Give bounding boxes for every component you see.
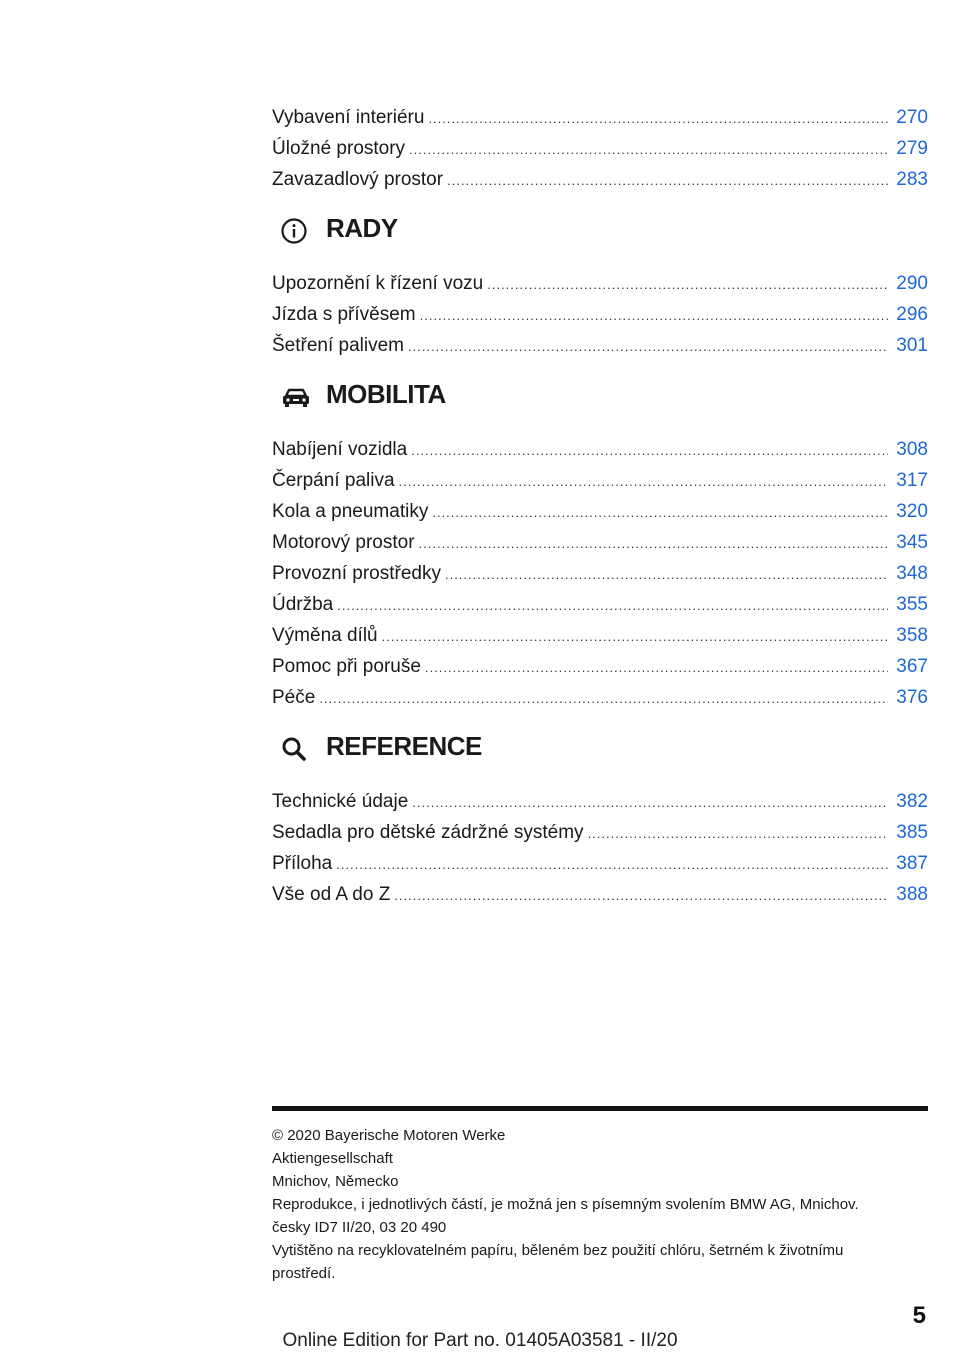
toc-entry-title: Vše od A do Z [272, 884, 391, 905]
toc-entry-pece[interactable] [272, 682, 928, 713]
toc-entry-page-link[interactable]: 382 [896, 791, 928, 812]
footer-edition: Online Edition for Part no. 01405A03581 - II/20 [282, 1330, 678, 1351]
toc-entry-page-link[interactable]: 283 [896, 169, 928, 190]
toc-entry-page-link[interactable]: 317 [896, 470, 928, 491]
table-of-contents [272, 102, 928, 910]
toc-entry-title: Vybavení interiéru [272, 107, 425, 128]
toc-entry-udrzba[interactable] [272, 589, 928, 620]
toc-entry-page-link[interactable]: 358 [896, 625, 928, 646]
toc-entry-pomoc-pri-poruse[interactable] [272, 651, 928, 682]
dot-leader [588, 818, 889, 849]
toc-entry-title: Úložné prostory [272, 138, 406, 159]
dot-leader [411, 435, 888, 466]
dot-leader [487, 269, 888, 300]
toc-entry-page-link[interactable]: 345 [896, 532, 928, 553]
toc-entry-page-link[interactable]: 290 [896, 273, 928, 294]
toc-entry-nabijeni-vozidla[interactable] [272, 434, 928, 465]
dot-leader [394, 880, 888, 911]
toc-entry-page-link[interactable]: 376 [896, 687, 928, 708]
toc-entry-zavazadlovy-prostor[interactable] [272, 164, 928, 195]
toc-entry-technicke-udaje[interactable] [272, 786, 928, 817]
toc-entry-page-link[interactable]: 367 [896, 656, 928, 677]
toc-entry-title: Kola a pneumatiky [272, 501, 429, 522]
toc-entry-page-link[interactable]: 320 [896, 501, 928, 522]
toc-entry-page-link[interactable]: 387 [896, 853, 928, 874]
toc-entry-page-link[interactable]: 301 [896, 335, 928, 356]
imprint-line: © 2020 Bayerische Motoren Werke [272, 1127, 506, 1144]
toc-entry-motorovy-prostor[interactable] [272, 527, 928, 558]
toc-entry-title: Šetření palivem [272, 335, 405, 356]
toc-entry-setreni-palivem[interactable] [272, 330, 928, 361]
toc-entry-sedadla-pro-detske-zadrzne-systemy[interactable] [272, 817, 928, 848]
toc-entry-title: Technické údaje [272, 791, 409, 812]
dot-leader [445, 559, 888, 590]
info-icon [280, 217, 308, 245]
toc-entry-priloha[interactable] [272, 848, 928, 879]
section-title: RADY [326, 213, 398, 243]
dot-leader [399, 466, 889, 497]
dot-leader [447, 165, 888, 196]
section-heading-reference [272, 725, 928, 786]
magnifier-icon [280, 735, 308, 763]
toc-entry-title: Příloha [272, 853, 333, 874]
toc-entry-page-link[interactable]: 388 [896, 884, 928, 905]
dot-leader [428, 103, 888, 134]
dot-leader [409, 134, 888, 165]
toc-entry-title: Zavazadlový prostor [272, 169, 444, 190]
toc-entry-kola-a-pneumatiky[interactable] [272, 496, 928, 527]
toc-entry-page-link[interactable]: 279 [896, 138, 928, 159]
toc-entry-title: Sedadla pro dětské zádržné systémy [272, 822, 584, 843]
toc-entry-page-link[interactable]: 308 [896, 439, 928, 460]
dot-leader [412, 787, 888, 818]
toc-entry-title: Výměna dílů [272, 625, 378, 646]
section-heading-mobilita [272, 373, 928, 434]
dot-leader [336, 849, 888, 880]
dot-leader [420, 300, 889, 331]
toc-entry-title: Provozní prostředky [272, 563, 441, 584]
toc-entry-vymena-dilu[interactable] [272, 620, 928, 651]
imprint-line: česky ID7 II/20, 03 20 490 [272, 1219, 447, 1236]
imprint-line: Mnichov, Německo [272, 1173, 399, 1190]
toc-entry-title: Údržba [272, 594, 334, 615]
toc-entry-page-link[interactable]: 270 [896, 107, 928, 128]
dot-leader [425, 652, 888, 683]
toc-entry-page-link[interactable]: 355 [896, 594, 928, 615]
dot-leader [408, 331, 888, 362]
toc-entry-title: Čerpání paliva [272, 470, 395, 491]
dot-leader [337, 590, 888, 621]
imprint-divider [272, 1106, 928, 1111]
page-number: 5 [912, 1302, 926, 1329]
dot-leader [382, 621, 889, 652]
toc-entry-page-link[interactable]: 348 [896, 563, 928, 584]
dot-leader [432, 497, 888, 528]
section-title: REFERENCE [326, 731, 482, 761]
toc-entry-cerpani-paliva[interactable] [272, 465, 928, 496]
imprint-line: Vytištěno na recyklovatelném papíru, běleném bez použití chlóru, šetrném k životnímu [272, 1242, 844, 1259]
toc-entry-title: Jízda s přívěsem [272, 304, 416, 325]
toc-entry-title: Péče [272, 687, 316, 708]
toc-entry-page-link[interactable]: 296 [896, 304, 928, 325]
dot-leader [419, 528, 889, 559]
toc-entry-provozni-prostredky[interactable] [272, 558, 928, 589]
imprint-line: prostředí. [272, 1265, 336, 1282]
toc-entry-jizda-s-privesem[interactable] [272, 299, 928, 330]
toc-entry-vybaveni-interieru[interactable] [272, 102, 928, 133]
dot-leader [319, 683, 888, 714]
toc-entry-title: Motorový prostor [272, 532, 415, 553]
imprint-line: Reprodukce, i jednotlivých částí, je možná jen s písemným svolením BMW AG, Mnichov. [272, 1196, 859, 1213]
imprint [272, 1124, 928, 1285]
toc-entry-upozorneni-k-rizeni-vozu[interactable] [272, 268, 928, 299]
toc-entry-title: Pomoc při poruše [272, 656, 421, 677]
toc-entry-vse-od-a-do-z[interactable] [272, 879, 928, 910]
imprint-line: Aktiengesellschaft [272, 1150, 393, 1167]
toc-entry-title: Nabíjení vozidla [272, 439, 408, 460]
toc-entry-title: Upozornění k řízení vozu [272, 273, 484, 294]
section-title: MOBILITA [326, 379, 446, 409]
toc-entry-ulozne-prostory[interactable] [272, 133, 928, 164]
car-icon [280, 383, 308, 411]
toc-entry-page-link[interactable]: 385 [896, 822, 928, 843]
section-heading-rady [272, 207, 928, 268]
